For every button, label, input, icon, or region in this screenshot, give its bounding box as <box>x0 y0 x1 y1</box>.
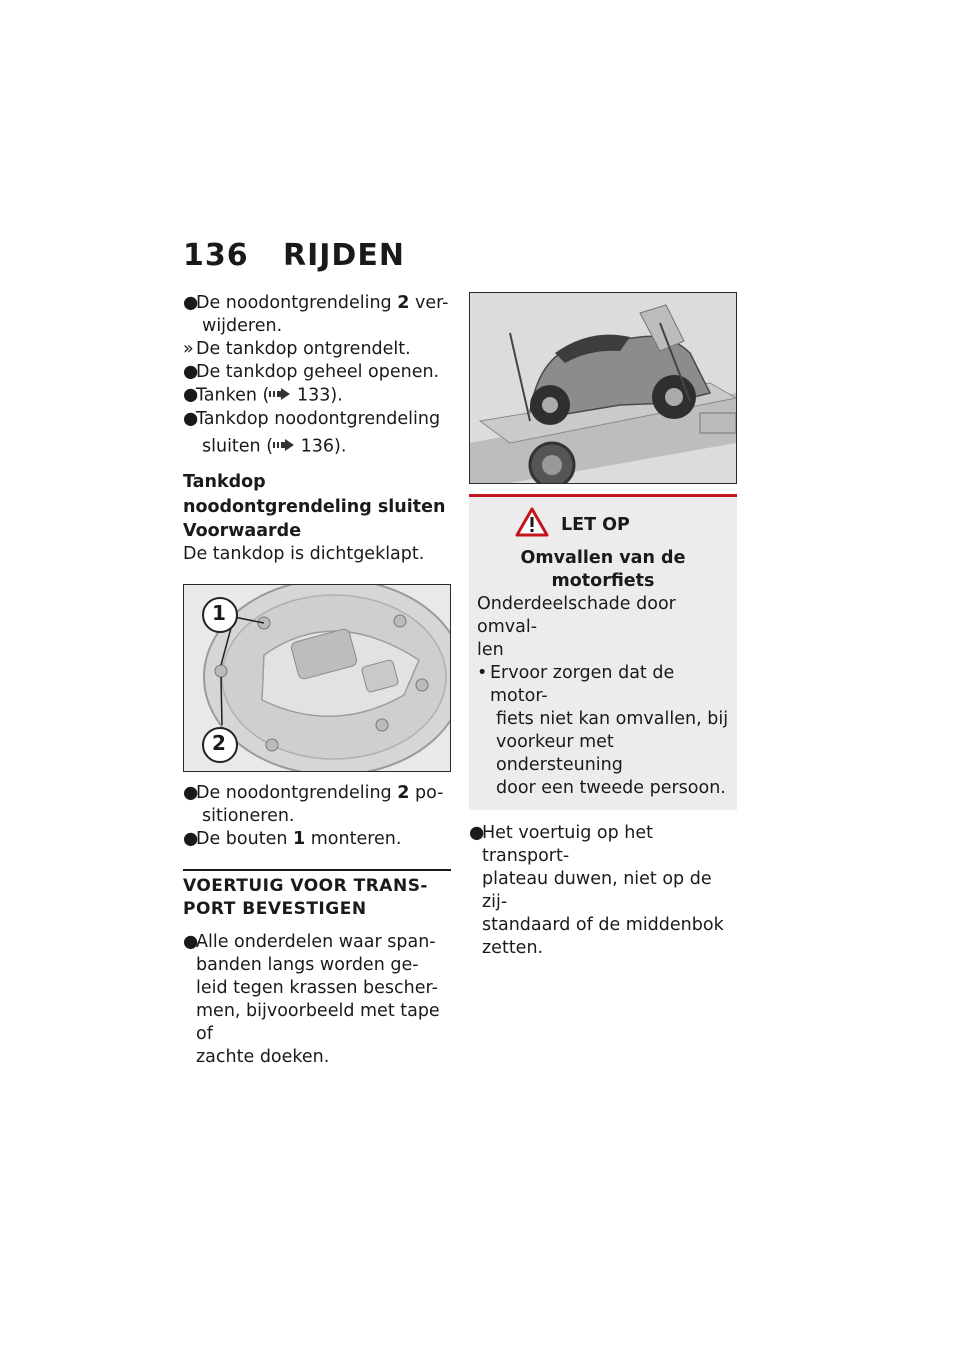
warning-text: voorkeur met ondersteuning <box>496 732 623 775</box>
bullet-mark: ● <box>183 408 199 429</box>
step-text: Tanken ( <box>196 385 270 406</box>
bullet-mark: ● <box>183 783 199 803</box>
step-line: Het voertuig op het transport- <box>482 823 653 866</box>
step-text: monteren. <box>305 829 402 849</box>
step-text: De noodontgrendeling <box>196 293 398 313</box>
bullet-mark: ● <box>469 823 485 843</box>
bullet-mark: ● <box>183 362 199 382</box>
step-item <box>183 361 451 384</box>
step-item <box>183 384 451 408</box>
left-column <box>183 292 451 1069</box>
chapter-title: RIJDEN <box>283 238 405 273</box>
warning-body <box>477 593 729 800</box>
right-column <box>469 292 737 960</box>
step-text: De tankdop ontgrendelt. <box>196 339 411 359</box>
bullet-mark: ● <box>183 385 199 405</box>
arrow-reference-icon[interactable] <box>269 384 291 407</box>
step-item <box>183 931 451 1069</box>
section-rule <box>183 869 451 871</box>
step-line: Alle onderdelen waar span- <box>196 932 436 952</box>
step-line: leid tegen krassen bescher- <box>196 978 438 998</box>
step-line: men, bijvoorbeeld met tape of <box>196 1001 440 1044</box>
step-text: ver- <box>409 293 449 313</box>
step-continuation <box>183 805 451 828</box>
precondition-label: Voorwaarde <box>183 521 302 541</box>
step-item <box>469 822 737 960</box>
step-continuation <box>183 315 451 338</box>
result-item <box>183 338 451 361</box>
subsection-heading: Tankdop noodontgrendeling sluiten <box>183 472 446 517</box>
callout-label: 2 <box>212 731 226 755</box>
callout-label: 1 <box>212 601 226 625</box>
step-text: sitioneren. <box>202 806 295 826</box>
step-text: De noodontgrendeling <box>196 783 398 803</box>
step-item <box>183 292 451 315</box>
step-line: plateau duwen, niet op de zij- <box>482 869 712 912</box>
step-continuation <box>183 435 451 459</box>
step-text: sluiten ( <box>202 436 274 456</box>
bullet-mark: ● <box>183 293 199 313</box>
callout-ref: 2 <box>397 783 410 803</box>
fuel-cap-figure <box>183 584 451 772</box>
step-item <box>183 782 451 805</box>
warning-label: LET OP <box>561 514 630 535</box>
page-reference[interactable]: 133). <box>291 385 343 406</box>
step-item <box>183 408 451 431</box>
step-line: banden langs worden ge- <box>196 955 419 975</box>
warning-text: Ervoor zorgen dat de motor- <box>490 663 675 706</box>
warning-bullet <box>477 662 729 800</box>
scooter-on-trailer-illustration <box>470 293 736 483</box>
step-text: De tankdop geheel openen. <box>196 362 440 382</box>
step-text: wijderen. <box>202 316 283 336</box>
bullet-mark: ● <box>183 829 199 849</box>
warning-text: fiets niet kan omvallen, bij <box>496 709 729 729</box>
step-line: zachte doeken. <box>196 1047 330 1067</box>
precondition-text: De tankdop is dichtgeklapt. <box>183 544 425 564</box>
warning-header <box>515 505 729 545</box>
step-text: Tankdop noodontgrendeling <box>196 408 441 429</box>
result-mark: » <box>183 339 194 359</box>
step-line: zetten. <box>482 938 544 958</box>
bullet-mark: • <box>477 663 488 683</box>
page-reference[interactable]: 136). <box>295 436 347 456</box>
warning-triangle-icon <box>515 507 549 544</box>
step-item <box>183 828 451 851</box>
arrow-reference-icon[interactable] <box>273 435 295 458</box>
callout-ref: 2 <box>397 293 410 313</box>
warning-box <box>469 494 737 810</box>
warning-text: len <box>477 640 504 660</box>
transport-trailer-figure <box>469 292 737 484</box>
warning-subtitle: Omvallen van de motorfiets <box>520 548 686 591</box>
bullet-mark: ● <box>183 932 199 952</box>
step-text: De bouten <box>196 829 293 849</box>
step-line: standaard of de middenbok <box>482 915 724 935</box>
warning-text: Onderdeelschade door omval- <box>477 594 676 637</box>
callout-ref: 1 <box>293 829 306 849</box>
warning-text: door een tweede persoon. <box>496 778 726 798</box>
step-text: po- <box>409 783 444 803</box>
section-title: VOERTUIG VOOR TRANS-PORT BEVESTIGEN <box>183 876 428 919</box>
page-number: 136 <box>183 238 249 273</box>
